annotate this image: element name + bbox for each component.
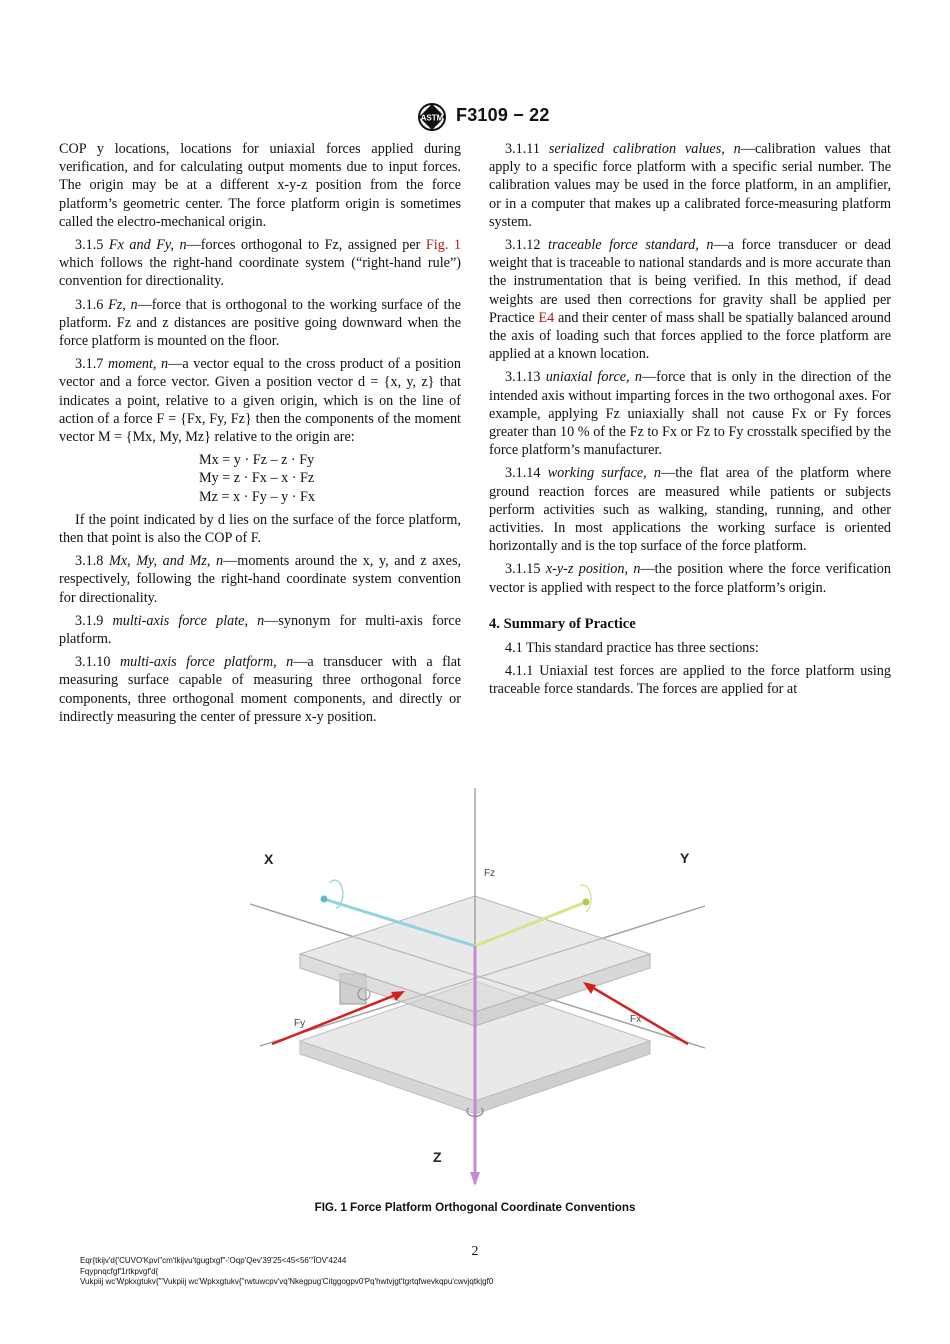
y-axis-end-icon bbox=[583, 899, 590, 906]
z-axis-label: Z bbox=[433, 1149, 442, 1165]
formula-mz: Mz = x · Fy – y · Fx bbox=[199, 488, 315, 505]
paragraph-3-1-12: 3.1.12 traceable force standard, n—a force transducer or dead weight that is traceable to national standards and is more accurate than the instrumentation that is being verified. In this method, if dead weights are used then corrections for gravity shall be applied per Practice E4 and their center of mass shall be spatially balanced around the axis of loading such that forces applied to the force platform are applied at a known location. bbox=[489, 237, 891, 363]
paragraph-3-1-5: 3.1.5 Fx and Fy, n—forces orthogonal to Fz, assigned per Fig. 1 which follows the right-hand coordinate system (“right-hand rule”) convention for directionality. bbox=[59, 237, 461, 290]
footer-line-2: Fqypnqcfgf'1rtkpvgf'd{ bbox=[80, 1266, 159, 1276]
paragraph-4-1: 4.1 This standard practice has three sections: bbox=[505, 640, 759, 657]
fy-label: Fy bbox=[294, 1018, 306, 1029]
formula-my: My = z · Fx – x · Fz bbox=[199, 470, 315, 487]
standard-designation: F3109 − 22 bbox=[456, 105, 550, 125]
formula-mx: Mx = y · Fz – z · Fy bbox=[199, 452, 315, 469]
figure-1 bbox=[220, 786, 740, 1198]
paragraph-3-1-10: 3.1.10 multi-axis force platform, n—a transducer with a flat measuring surface capable of measuring three orthogonal force components, three orthogonal moment components, and directly or indirectly measuring the center of pressure x-y position. bbox=[59, 654, 462, 725]
fx-label: Fx bbox=[630, 1014, 642, 1025]
my-rotation-icon bbox=[580, 885, 591, 912]
section-heading-4: 4. Summary of Practice bbox=[489, 615, 636, 632]
footer-line-1: Eqr{tkijv'd{'CUVO'Kpvi"cm'tkijvu'tgugtxgf"-'Oqp'Qev'39'25<45<56'"ÏOV'4244 bbox=[80, 1256, 347, 1265]
left-column bbox=[59, 140, 461, 731]
paragraph-4-1-1: 4.1.1 Uniaxial test forces are applied to the force platform using traceable force standards. The forces are applied for at bbox=[489, 663, 891, 698]
x-axis-label: X bbox=[264, 851, 274, 867]
paragraph-3-1-13: 3.1.13 uniaxial force, n—force that is only in the direction of the intended axis without imparting forces in the two orthogonal axes. For example, applying Fz uniaxially shall not cause Fx or Fy forces greater than 10 % of the Fz to Fx or Fz to Fy crosstalk specified by the force platform’s manufacturer. bbox=[489, 369, 892, 459]
svg-text:ASTM: ASTM bbox=[420, 113, 444, 123]
footer-line-3: Vukpiij wc'Wpkxgtukv{"'Vukpiij wc'Wpkxgtukv{"rwtuwcpv'vq'Nkegpug'Citggogpv0'Pq'hwtvjgt'tgrtqfwevkqpu'cwvjqtk|gf0 bbox=[80, 1277, 494, 1286]
paragraph-continuation: COP y locations, locations for uniaxial forces applied during verification, and for calculating output moments due to input forces. The origin may be at a different x-y-z position from the force platform’s geometric center. The force platform origin is sometimes called the electro-mechanical origin. bbox=[59, 141, 461, 230]
paragraph-3-1-7: 3.1.7 moment, n—a vector equal to the cross product of a position vector and a force vector. Given a position vector d = {x, y, z} that indicates a point, relative to a given origin, which is on the line of action of a force F = {Fx, Fy, Fz} then the components of the moment vector M = {Mx, My, Mz} relative to the origin are: bbox=[59, 356, 461, 446]
x-axis-end-icon bbox=[321, 896, 328, 903]
fig-1-link[interactable]: Fig. 1 bbox=[425, 237, 461, 254]
e4-link[interactable]: E4 bbox=[538, 309, 555, 326]
paragraph-3-1-14: 3.1.14 working surface, n—the flat area of the platform where ground reaction forces are measured while patients or subjects perform activities such as walking, standing, running, and other activities. In most applications the working surface is oriented horizontally and is the top surface of the force platform. bbox=[489, 465, 892, 555]
right-column bbox=[489, 140, 891, 704]
force-platform-diagram bbox=[220, 786, 740, 1198]
page-header bbox=[0, 101, 950, 133]
paragraph-3-1-6: 3.1.6 Fz, n—force that is orthogonal to the working surface of the platform. Fz and z distances are positive going downward when the force platform is mounted on the floor. bbox=[59, 296, 462, 350]
paragraph-cop-note: If the point indicated by d lies on the surface of the force platform, then that point is also the COP of F. bbox=[59, 511, 461, 547]
paragraph-3-1-9: 3.1.9 multi-axis force plate, n—synonym for multi-axis force platform. bbox=[59, 612, 461, 648]
paragraph-3-1-11: 3.1.11 serialized calibration values, n—calibration values that apply to a specific force platform with a specific serial number. The calibration values may be used in the force platform, in an amplifier, or in a computer that makes up a calibrated force-measuring platform system. bbox=[489, 141, 892, 230]
z-axis-arrowhead-icon bbox=[470, 1172, 480, 1186]
paragraph-3-1-8: 3.1.8 Mx, My, and Mz, n—moments around the x, y, and z axes, respectively, following the right-hand coordinate system convention for directionality. bbox=[59, 553, 462, 606]
license-footer bbox=[80, 1256, 940, 1288]
astm-logo-icon bbox=[413, 102, 451, 132]
page-number: 2 bbox=[471, 1244, 479, 1259]
paragraph-3-1-15: 3.1.15 x-y-z position, n—the position where the force verification vector is applied with respect to the force platform’s origin. bbox=[489, 561, 891, 596]
y-axis-label: Y bbox=[680, 850, 690, 866]
figure-caption: FIG. 1 Force Platform Orthogonal Coordinate Conventions bbox=[314, 1201, 636, 1214]
fz-label: Fz bbox=[484, 868, 496, 879]
